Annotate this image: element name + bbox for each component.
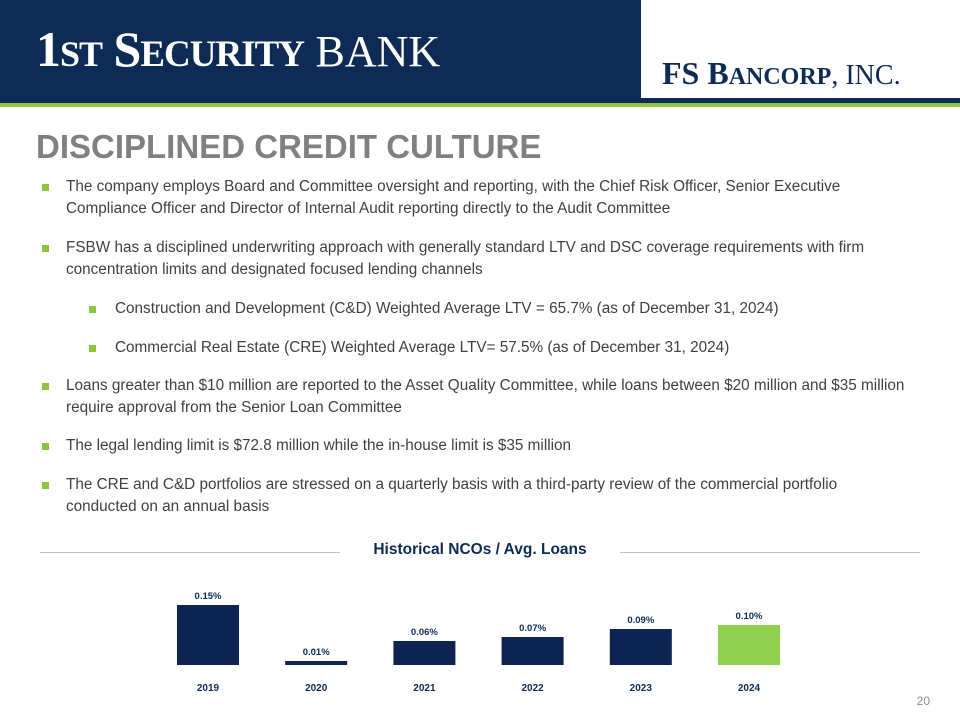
data-label-2019: 0.15% xyxy=(194,591,222,602)
bullet-text: Commercial Real Estate (CRE) Weighted Average LTV= 57.5% (as of December 31, 2024) xyxy=(115,339,730,356)
bullet-item xyxy=(66,435,906,457)
bar-2023 xyxy=(610,629,672,665)
data-label-2022: 0.07% xyxy=(519,623,547,634)
nco-bar-chart xyxy=(0,580,960,700)
bullet-text: Construction and Development (C&D) Weighted Average LTV = 65.7% (as of December 31, 2024) xyxy=(115,300,779,317)
sub-bullet-item xyxy=(115,298,915,320)
bullet-square-icon xyxy=(42,482,49,489)
bar-2024 xyxy=(718,625,780,665)
bullet-square-icon xyxy=(42,184,49,191)
bullet-text: The company employs Board and Committee oversight and reporting, with the Chief Risk Officer, Senior Executive Compliance Officer and Director of Internal Audit reporting directly to the Audit Committee xyxy=(66,178,841,217)
chart-title-rule-left xyxy=(40,552,340,553)
tick-label-2020: 2020 xyxy=(305,683,328,694)
bullet-text: Loans greater than $10 million are reported to the Asset Quality Committee, while loans between $20 million and $35 million require approval from the Senior Loan Committee xyxy=(66,377,905,416)
page-number: 20 xyxy=(916,694,930,708)
bullet-square-icon xyxy=(42,383,49,390)
tick-label-2019: 2019 xyxy=(196,683,220,694)
bullet-square-icon xyxy=(89,306,96,313)
sub-bullet-item xyxy=(115,337,915,359)
data-label-2021: 0.06% xyxy=(410,627,438,638)
bar-2020 xyxy=(285,661,347,665)
page-title: DISCIPLINED CREDIT CULTURE xyxy=(36,128,542,165)
bullet-square-icon xyxy=(42,245,49,252)
bullet-item xyxy=(66,474,886,518)
bullet-square-icon xyxy=(42,443,49,450)
bullet-item xyxy=(66,176,906,220)
bullet-square-icon xyxy=(89,345,96,352)
bullet-item xyxy=(66,375,906,419)
bullet-text: The legal lending limit is $72.8 million while the in-house limit is $35 million xyxy=(66,437,572,454)
bar-2022 xyxy=(502,637,564,665)
header-accent-rule xyxy=(0,103,960,107)
bullet-text: The CRE and C&D portfolios are stressed on a quarterly basis with a third-party review of the commercial portfolio conducted on an annual basis xyxy=(66,476,838,515)
tick-label-2023: 2023 xyxy=(629,683,652,694)
bar-2019 xyxy=(177,605,239,665)
data-label-2023: 0.09% xyxy=(627,615,655,626)
tick-label-2021: 2021 xyxy=(413,683,436,694)
chart-title: Historical NCOs / Avg. Loans xyxy=(373,541,587,558)
bullet-item xyxy=(66,237,936,281)
tick-label-2022: 2022 xyxy=(521,683,544,694)
fs-bancorp-logo: FS BANCORP, INC. xyxy=(662,55,901,91)
data-label-2024: 0.10% xyxy=(735,611,763,622)
data-label-2020: 0.01% xyxy=(302,647,330,658)
bar-2021 xyxy=(393,641,455,665)
chart-title-rule-right xyxy=(620,552,920,553)
tick-label-2024: 2024 xyxy=(737,683,761,694)
bullet-text: FSBW has a disciplined underwriting approach with generally standard LTV and DSC coverage requirements with firm concentration limits and designated focused lending channels xyxy=(66,239,865,278)
first-security-bank-logo: 1ST SECURITY BANK xyxy=(36,21,441,77)
